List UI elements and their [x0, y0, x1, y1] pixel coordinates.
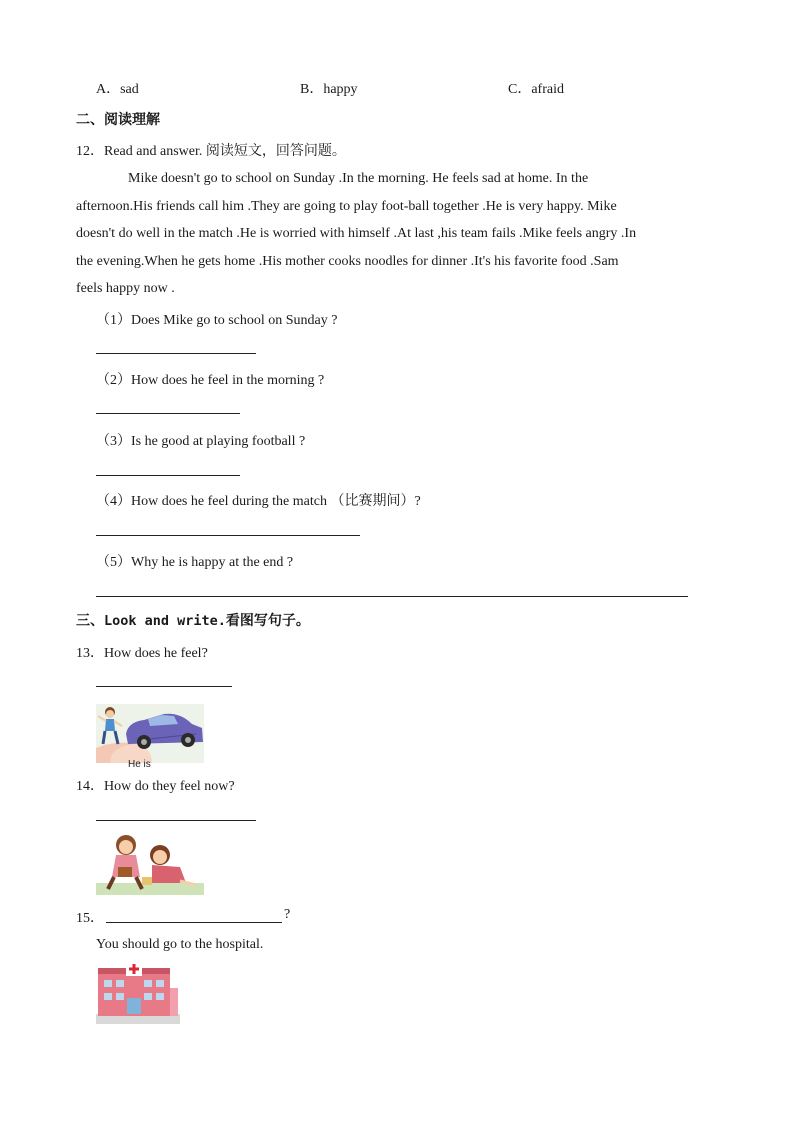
q12-label: 12．Read and answer. 阅读短文，回答问题。: [76, 144, 346, 159]
passage-line-3: doesn't do well in the match .He is worried with himself .At last ,his team fails .Mike feels angry .In: [76, 226, 637, 241]
car-picture-caption: He is: [128, 759, 151, 770]
q14-label: 14．How do they feel now?: [76, 779, 235, 794]
q12-passage: [76, 165, 716, 303]
q15-given-answer: You should go to the hospital.: [96, 937, 264, 952]
q12-question-2: （2）How does he feel in the morning ?: [96, 373, 325, 388]
q12-question-4: （4）How does he feel during the match （比赛期间）?: [96, 494, 421, 509]
option-c: C．afraid: [508, 82, 564, 97]
answer-line-2[interactable]: [96, 413, 240, 414]
section-3-heading: [76, 610, 310, 630]
q12-question-5: （5）Why he is happy at the end ?: [96, 555, 294, 570]
passage-line-2: afternoon.His friends call him .They are going to play foot-ball together .He is very happy. Mike: [76, 198, 617, 214]
answer-line-15[interactable]: [106, 922, 282, 923]
passage-line-1: Mike doesn't go to school on Sunday .In the morning. He feels sad at home. In the: [128, 171, 589, 186]
q15-label: [76, 907, 104, 927]
answer-line-1[interactable]: [96, 353, 256, 354]
q12-question-3: （3）Is he good at playing football ?: [96, 434, 306, 449]
section-3-title-en: Look and write.: [104, 613, 226, 629]
answer-line-4[interactable]: [96, 535, 360, 536]
answer-line-5[interactable]: [96, 596, 688, 597]
section-3-title-cn: 看图写句子。: [225, 613, 310, 629]
children-picture: [96, 833, 204, 895]
answer-line-3[interactable]: [96, 475, 240, 476]
car-picture: [96, 704, 204, 770]
option-a: A．sad: [96, 82, 139, 97]
passage-line-5: feels happy now .: [76, 281, 175, 296]
q13-label: 13．How does he feel?: [76, 646, 208, 661]
section-3-prefix: 三、: [76, 613, 104, 629]
passage-line-4: the evening.When he gets home .His mother cooks noodles for dinner .It's his favorite food .Sam: [76, 253, 619, 269]
q15-question-mark: ?: [284, 907, 291, 922]
section-2-heading: 二、阅读理解: [76, 112, 160, 128]
q12-question-1: （1）Does Mike go to school on Sunday ?: [96, 313, 338, 328]
option-b: B．happy: [300, 82, 358, 97]
hospital-picture: [96, 964, 180, 1024]
q15-number: 15．: [76, 911, 104, 926]
answer-line-14[interactable]: [96, 820, 256, 821]
answer-line-13[interactable]: [96, 686, 232, 687]
